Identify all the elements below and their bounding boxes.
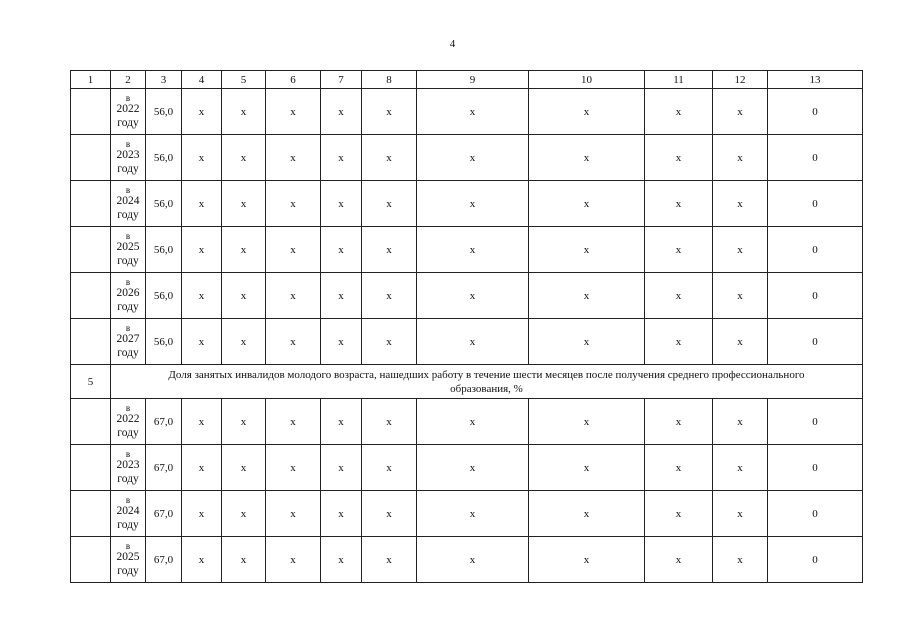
x-cell: х: [266, 273, 321, 319]
x-cell: х: [362, 537, 417, 583]
x-cell: х: [321, 399, 362, 445]
table-row: [71, 491, 863, 537]
year-suffix: году: [117, 472, 139, 485]
x-cell: х: [266, 491, 321, 537]
x-cell: х: [529, 227, 645, 273]
x-cell: х: [713, 273, 768, 319]
year-label: [111, 323, 145, 360]
year-label: [111, 231, 145, 268]
x-cell: х: [266, 135, 321, 181]
x-cell: х: [362, 319, 417, 365]
table-row: [71, 537, 863, 583]
x-cell: х: [529, 135, 645, 181]
year-suffix: году: [117, 564, 139, 577]
row-number-cell: [71, 319, 111, 365]
x-cell: х: [713, 445, 768, 491]
x-cell: х: [321, 537, 362, 583]
header-cell: 3: [146, 71, 182, 89]
page-number: 4: [449, 38, 456, 50]
year-preposition: в: [125, 185, 131, 195]
x-cell: х: [222, 491, 266, 537]
x-cell: х: [645, 445, 713, 491]
x-cell: х: [417, 399, 529, 445]
year-number: 2023: [116, 149, 140, 161]
section-5: [71, 365, 863, 399]
table-row: [71, 319, 863, 365]
x-cell: х: [266, 445, 321, 491]
x-cell: х: [182, 89, 222, 135]
year-number: 2026: [116, 287, 140, 299]
header-cell: 10: [529, 71, 645, 89]
x-cell: х: [417, 445, 529, 491]
header-row: [71, 71, 863, 89]
year-label: [111, 277, 145, 314]
x-cell: х: [713, 227, 768, 273]
x-cell: х: [529, 445, 645, 491]
x-cell: х: [182, 319, 222, 365]
x-cell: х: [266, 181, 321, 227]
total-cell: 0: [768, 89, 863, 135]
x-cell: х: [362, 181, 417, 227]
year-suffix: году: [117, 300, 139, 313]
x-cell: х: [645, 399, 713, 445]
x-cell: х: [266, 537, 321, 583]
year-preposition: в: [125, 323, 131, 333]
x-cell: х: [182, 445, 222, 491]
x-cell: х: [182, 491, 222, 537]
header-cell: 2: [111, 71, 146, 89]
x-cell: х: [645, 491, 713, 537]
total-cell: 0: [768, 135, 863, 181]
header-cell: 13: [768, 71, 863, 89]
x-cell: х: [321, 181, 362, 227]
x-cell: х: [417, 537, 529, 583]
x-cell: х: [529, 89, 645, 135]
x-cell: х: [222, 135, 266, 181]
x-cell: х: [417, 89, 529, 135]
x-cell: х: [222, 319, 266, 365]
x-cell: х: [362, 89, 417, 135]
year-suffix: году: [117, 346, 139, 359]
row-number-cell: [71, 273, 111, 319]
x-cell: х: [529, 181, 645, 227]
year-label: [111, 495, 145, 532]
year-number: 2024: [116, 195, 140, 207]
block-a: [71, 89, 863, 365]
x-cell: х: [645, 181, 713, 227]
x-cell: х: [321, 445, 362, 491]
x-cell: х: [222, 273, 266, 319]
year-cell: [111, 537, 146, 583]
x-cell: х: [182, 537, 222, 583]
x-cell: х: [321, 135, 362, 181]
table-row: [71, 89, 863, 135]
table-row: [71, 273, 863, 319]
total-cell: 0: [768, 181, 863, 227]
year-cell: [111, 491, 146, 537]
x-cell: х: [529, 537, 645, 583]
year-label: [111, 449, 145, 486]
table-row: [71, 135, 863, 181]
year-cell: [111, 181, 146, 227]
section-title-cell: [111, 365, 863, 399]
value-cell: 67,0: [146, 399, 182, 445]
x-cell: х: [182, 399, 222, 445]
x-cell: х: [417, 181, 529, 227]
year-preposition: в: [125, 277, 131, 287]
x-cell: х: [222, 89, 266, 135]
x-cell: х: [713, 537, 768, 583]
header-cell: 12: [713, 71, 768, 89]
header-cell: 8: [362, 71, 417, 89]
x-cell: х: [713, 135, 768, 181]
x-cell: х: [321, 491, 362, 537]
total-cell: 0: [768, 399, 863, 445]
year-number: 2024: [116, 505, 140, 517]
year-preposition: в: [125, 231, 131, 241]
header-cell: 6: [266, 71, 321, 89]
x-cell: х: [362, 491, 417, 537]
header-cell: 9: [417, 71, 529, 89]
x-cell: х: [266, 399, 321, 445]
table-row: [71, 227, 863, 273]
x-cell: х: [266, 227, 321, 273]
year-label: [111, 139, 145, 176]
year-label: [111, 541, 145, 578]
year-number: 2022: [116, 103, 140, 115]
header-cell: 11: [645, 71, 713, 89]
year-label: [111, 93, 145, 130]
x-cell: х: [713, 491, 768, 537]
x-cell: х: [645, 227, 713, 273]
year-number: 2025: [116, 551, 140, 563]
table-row: [71, 181, 863, 227]
x-cell: х: [182, 227, 222, 273]
row-number-cell: [71, 491, 111, 537]
total-cell: 0: [768, 319, 863, 365]
x-cell: х: [713, 319, 768, 365]
year-number: 2023: [116, 459, 140, 471]
year-preposition: в: [125, 541, 131, 551]
year-preposition: в: [125, 403, 131, 413]
x-cell: х: [362, 273, 417, 319]
year-number: 2027: [116, 333, 140, 345]
x-cell: х: [222, 537, 266, 583]
year-suffix: году: [117, 116, 139, 129]
x-cell: х: [321, 319, 362, 365]
header-cell: 4: [182, 71, 222, 89]
year-suffix: году: [117, 426, 139, 439]
total-cell: 0: [768, 537, 863, 583]
row-number-cell: [71, 399, 111, 445]
x-cell: х: [645, 135, 713, 181]
x-cell: х: [645, 273, 713, 319]
value-cell: 56,0: [146, 273, 182, 319]
year-cell: [111, 319, 146, 365]
x-cell: х: [266, 319, 321, 365]
total-cell: 0: [768, 445, 863, 491]
x-cell: х: [529, 491, 645, 537]
x-cell: х: [417, 135, 529, 181]
year-number: 2025: [116, 241, 140, 253]
value-cell: 56,0: [146, 135, 182, 181]
year-cell: [111, 399, 146, 445]
year-cell: [111, 135, 146, 181]
table-row: [71, 445, 863, 491]
row-number-cell: [71, 89, 111, 135]
x-cell: х: [417, 491, 529, 537]
year-label: [111, 185, 145, 222]
value-cell: 56,0: [146, 181, 182, 227]
indicator-table: [70, 70, 863, 583]
section-row: [71, 365, 863, 399]
x-cell: х: [417, 273, 529, 319]
table-row: [71, 399, 863, 445]
header-cell: 1: [71, 71, 111, 89]
year-preposition: в: [125, 495, 131, 505]
year-preposition: в: [125, 449, 131, 459]
x-cell: х: [529, 399, 645, 445]
x-cell: х: [645, 537, 713, 583]
year-preposition: в: [125, 93, 131, 103]
x-cell: х: [362, 399, 417, 445]
x-cell: х: [182, 181, 222, 227]
x-cell: х: [417, 227, 529, 273]
x-cell: х: [222, 445, 266, 491]
row-number-cell: [71, 445, 111, 491]
value-cell: 67,0: [146, 537, 182, 583]
value-cell: 67,0: [146, 445, 182, 491]
x-cell: х: [362, 227, 417, 273]
x-cell: х: [362, 445, 417, 491]
value-cell: 56,0: [146, 227, 182, 273]
x-cell: х: [529, 319, 645, 365]
x-cell: х: [417, 319, 529, 365]
year-cell: [111, 227, 146, 273]
year-suffix: году: [117, 208, 139, 221]
year-cell: [111, 445, 146, 491]
year-cell: [111, 89, 146, 135]
value-cell: 67,0: [146, 491, 182, 537]
year-suffix: году: [117, 162, 139, 175]
value-cell: 56,0: [146, 89, 182, 135]
x-cell: х: [529, 273, 645, 319]
x-cell: х: [321, 89, 362, 135]
total-cell: 0: [768, 227, 863, 273]
x-cell: х: [182, 273, 222, 319]
row-number-cell: [71, 537, 111, 583]
x-cell: х: [713, 181, 768, 227]
row-number-cell: [71, 227, 111, 273]
section-number: 5: [71, 365, 111, 399]
year-number: 2022: [116, 413, 140, 425]
year-label: [111, 403, 145, 440]
row-number-cell: [71, 181, 111, 227]
year-preposition: в: [125, 139, 131, 149]
x-cell: х: [321, 227, 362, 273]
section-title: Доля занятых инвалидов молодого возраста, нашедших работу в течение шести месяцев после получения среднего профессионального образования, %: [168, 368, 805, 395]
row-number-cell: [71, 135, 111, 181]
value-cell: 56,0: [146, 319, 182, 365]
x-cell: х: [222, 227, 266, 273]
header-cell: 7: [321, 71, 362, 89]
total-cell: 0: [768, 491, 863, 537]
x-cell: х: [321, 273, 362, 319]
x-cell: х: [222, 399, 266, 445]
x-cell: х: [645, 319, 713, 365]
year-suffix: году: [117, 254, 139, 267]
x-cell: х: [645, 89, 713, 135]
x-cell: х: [362, 135, 417, 181]
x-cell: х: [222, 181, 266, 227]
x-cell: х: [182, 135, 222, 181]
block-b: [71, 399, 863, 583]
x-cell: х: [713, 89, 768, 135]
x-cell: х: [266, 89, 321, 135]
year-suffix: году: [117, 518, 139, 531]
total-cell: 0: [768, 273, 863, 319]
year-cell: [111, 273, 146, 319]
header-cell: 5: [222, 71, 266, 89]
x-cell: х: [713, 399, 768, 445]
